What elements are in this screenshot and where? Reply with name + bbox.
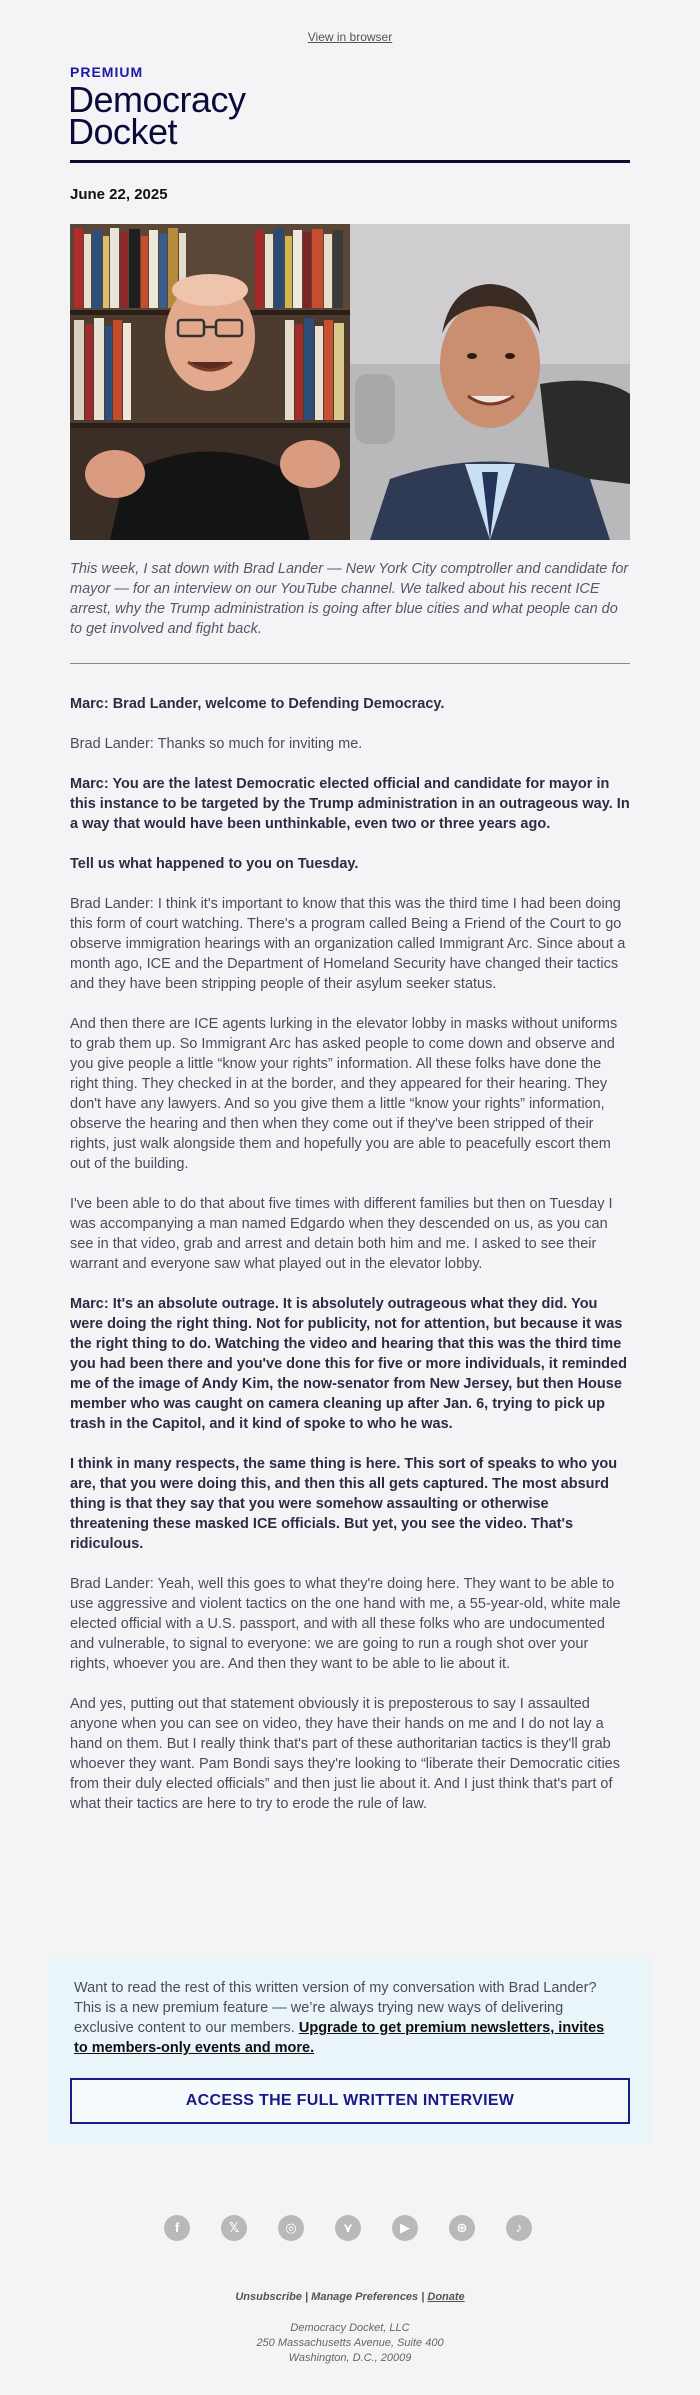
interviewer-paragraph: Marc: It's an absolute outrage. It is absolutely outrageous what they did. You were doing the right thing. Not for publicity, not for attention, but because it was the right thing to do. Watching the video and hearing that this was the third time you had been there and you've done this for five or more individuals, it reminded me of the image of Andy Kim, the now-senator from New Jersey, but then House member who was caught on camera cleaning up after Jan. 6, trying to pick up trash in the Capitol, and it kind of spoke to who he was. xyxy=(70,1296,627,1432)
cta-description: Want to read the rest of this written version of my conversation with Brad Lander? This is a new premium feature — we’re always trying new ways of delivering exclusive content to our members. xyxy=(74,1980,597,2036)
view-in-browser-link[interactable]: View in browser xyxy=(307,30,393,44)
tiktok-icon[interactable]: ♪ xyxy=(506,2215,532,2241)
answer-paragraph: And then there are ICE agents lurking in the elevator lobby in masks without uniforms to grab them up. So Immigrant Arc has asked people to come down and observe and you give people a little “know your rights” information. All these folks have done the right thing. They checked in at the border, and they appeared for their hearing. They don't have any lawyers. And so you give them a little “know your rights” information, observe the hearing and then when they come out if they've been stripped of their rights, just walk alongside them and hopefully you are able to peacefully escort them out of the building. xyxy=(70,1016,618,1172)
footer-separator: | xyxy=(301,2291,312,2303)
youtube-icon[interactable]: ▶ xyxy=(392,2215,418,2241)
answer-paragraph: Brad Lander: Thanks so much for inviting me. xyxy=(70,736,363,752)
unsubscribe-link[interactable]: Unsubscribe xyxy=(235,2291,302,2303)
interview-photo-illustration xyxy=(70,224,630,540)
footer-links xyxy=(0,2291,700,2303)
footer-separator: | xyxy=(418,2291,428,2303)
article-date: June 22, 2025 xyxy=(70,186,168,203)
answer-paragraph: Brad Lander: Yeah, well this goes to what they're doing here. They want to be able to use aggressive and violent tactics on the one hand with me, a 55-year-old, white male elected official with a U.S. passport, and with all these folks who are undocumented and vulnerable, to signal to everyone: we are going to run a rough shot over your rights, whoever you are. And then they want to be able to lie about it. xyxy=(70,1576,621,1672)
social-links xyxy=(164,2215,536,2245)
bluesky-icon[interactable]: ⋎ xyxy=(335,2215,361,2241)
premium-cta-text xyxy=(74,1978,614,2058)
header-divider xyxy=(70,160,630,163)
website-icon[interactable]: ⊕ xyxy=(449,2215,475,2241)
instagram-icon[interactable]: ◎ xyxy=(278,2215,304,2241)
photo-caption: This week, I sat down with Brad Lander — New York City comptroller and candidate for mayor — for an interview on our YouTube channel. We talked about his recent ICE arrest, why the Trump administration is going after blue cities and what people can do to get involved and fight back. xyxy=(70,561,629,637)
premium-label: PREMIUM xyxy=(70,64,144,80)
upgrade-link[interactable]: Upgrade to get premium newsletters, invites to members-only events and more. xyxy=(74,2020,605,2056)
interviewer-paragraph: I think in many respects, the same thing is here. This sort of speaks to who you are, that you were doing this, and then this all gets captured. The most absurd thing is that they say that you were somehow assaulting or otherwise threatening these masked ICE officials. But yet, you see the video. That's ridiculous. xyxy=(70,1456,618,1552)
address-street: 250 Massachusetts Avenue, Suite 400 xyxy=(256,2337,444,2349)
brand-line-2: Docket xyxy=(68,111,178,152)
section-divider xyxy=(70,663,630,664)
article-body xyxy=(70,694,630,1834)
address-org: Democracy Docket, LLC xyxy=(290,2322,410,2334)
brand-logo[interactable] xyxy=(68,79,246,152)
donate-link[interactable]: Donate xyxy=(427,2291,465,2303)
facebook-icon[interactable]: f xyxy=(164,2215,190,2241)
answer-paragraph: And yes, putting out that statement obviously it is preposterous to say I assaulted anyone when you can see on video, they have their hands on me and I do not lay a hand on them. But I really think that's part of these authoritarian tactics is they'll grab whoever they want. Pam Bondi says they're looking to “liberate their Democratic cities from their duly elected officials” and then just lie about it. And I just think that's part of what their tactics are here to try to erode the rule of law. xyxy=(70,1696,620,1812)
brand-line-1: Democracy xyxy=(68,79,246,120)
interviewer-paragraph: Tell us what happened to you on Tuesday. xyxy=(70,856,359,872)
access-full-interview-button[interactable]: ACCESS THE FULL WRITTEN INTERVIEW xyxy=(70,2078,630,2124)
mailing-address xyxy=(0,2321,700,2366)
manage-preferences-link[interactable]: Manage Preferences xyxy=(311,2291,419,2303)
address-city: Washington, D.C., 20009 xyxy=(288,2352,412,2364)
answer-paragraph: Brad Lander: I think it's important to know that this was the third time I had been doing this form of court watching. There's a program called Being a Friend of the Court to go observe immigration hearings with an organization called Immigrant Arc. Since about a month ago, ICE and the Department of Homeland Security have changed their tactics and they have been stripping people of their asylum seeker status. xyxy=(70,896,626,992)
answer-paragraph: I've been able to do that about five times with different families but then on Tuesday I was accompanying a man named Edgardo when they descended on us, as you can see in that video, grab and arrest and detain both him and me. I asked to see their warrant and everyone saw what played out in the elevator lobby. xyxy=(70,1196,613,1272)
interviewer-paragraph: Marc: You are the latest Democratic elected official and candidate for mayor in this instance to be targeted by the Trump administration in an outrageous way. In a way that would have been unthinkable, even two or three years ago. xyxy=(70,776,630,832)
interviewer-paragraph: Marc: Brad Lander, welcome to Defending Democracy. xyxy=(70,696,445,712)
interview-photo[interactable] xyxy=(70,224,630,540)
x-icon[interactable]: 𝕏 xyxy=(221,2215,247,2241)
